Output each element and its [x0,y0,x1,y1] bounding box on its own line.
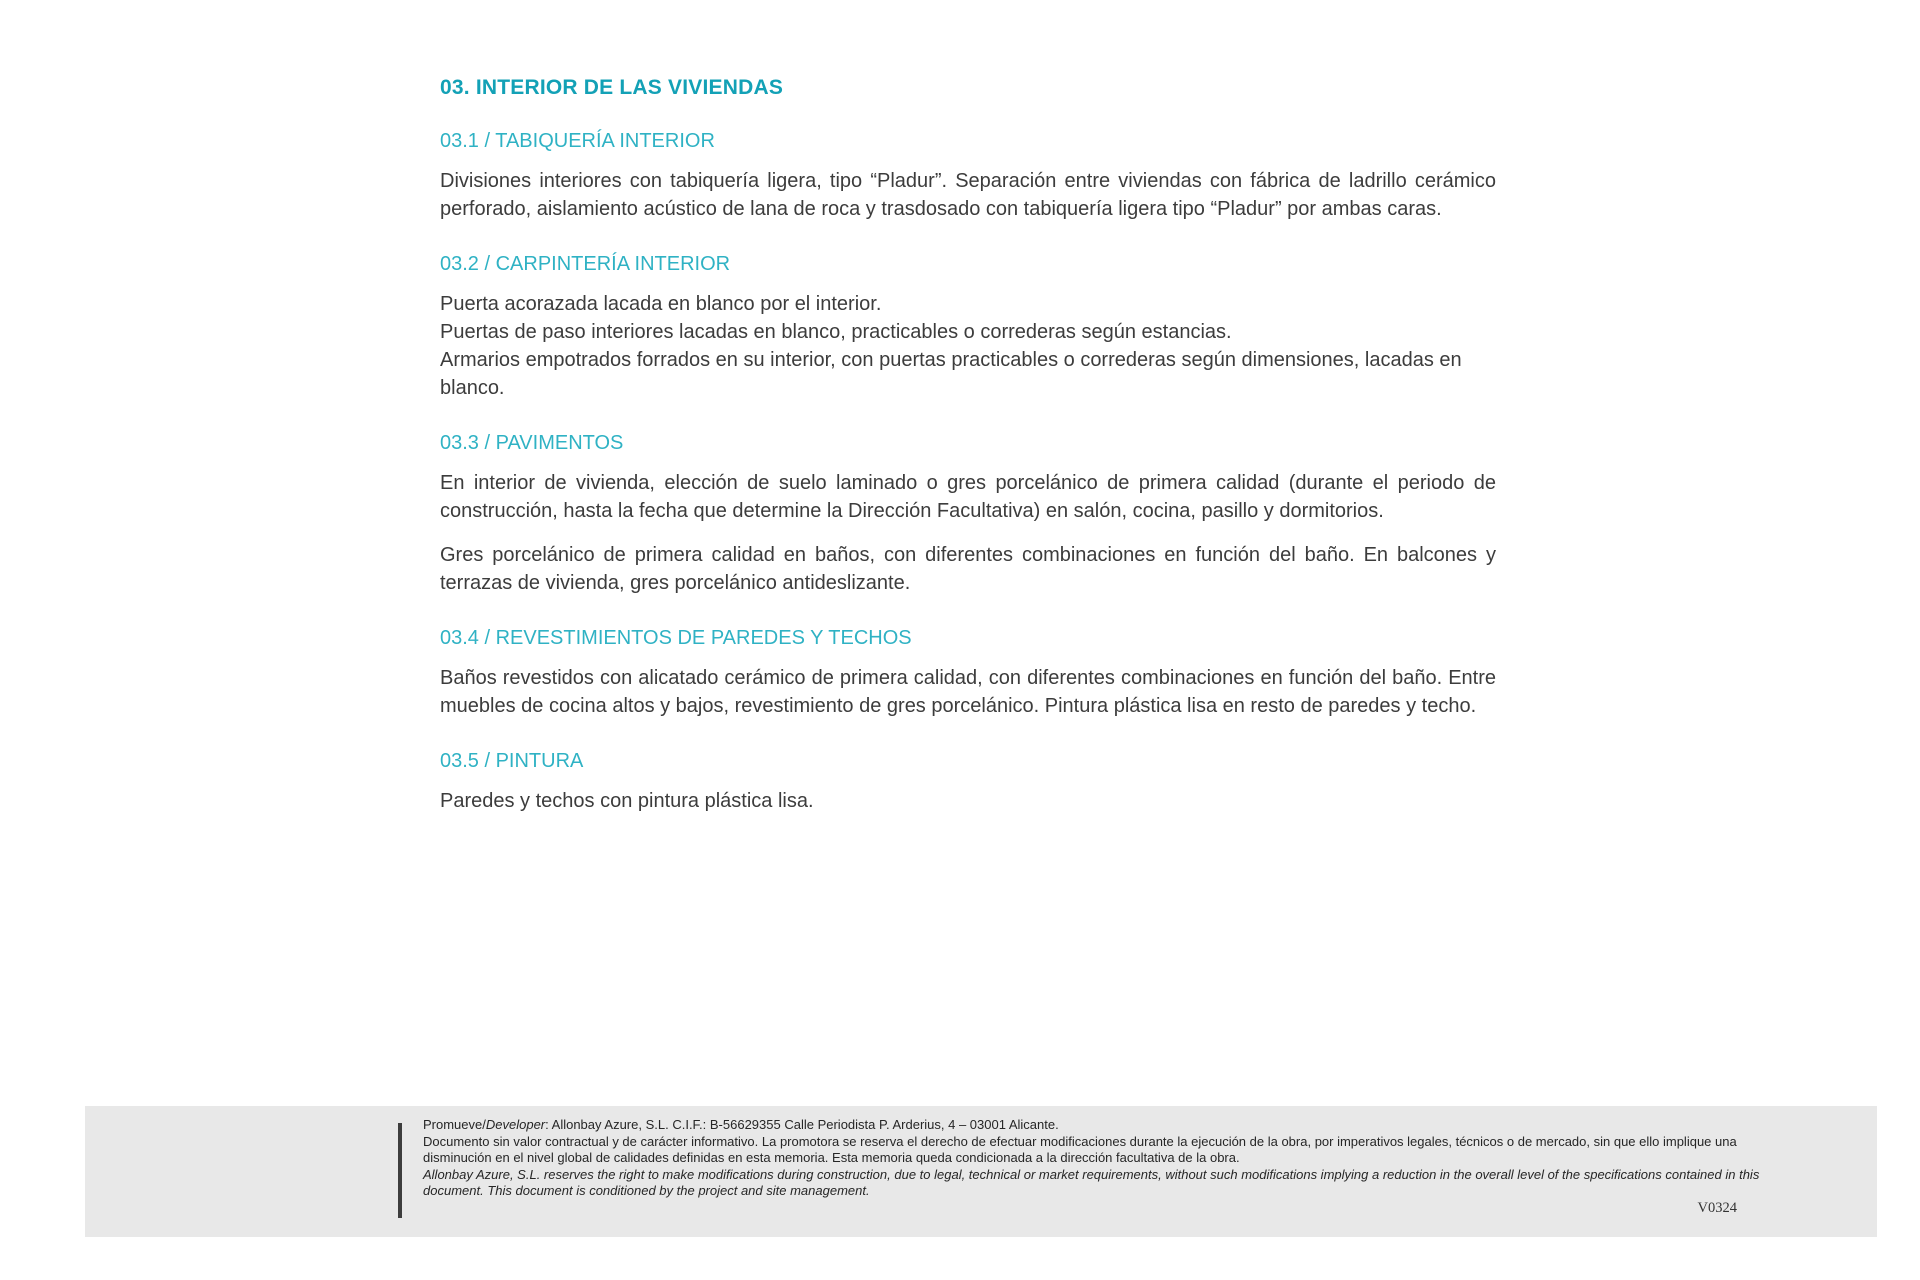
specifications-content [440,76,1496,815]
section-heading-revestimientos: 03.4 / REVESTIMIENTOS DE PAREDES Y TECHOS [440,627,912,649]
section-tabiqueria-interior [440,130,1496,223]
section-heading-pavimentos: 03.3 / PAVIMENTOS [440,432,624,454]
section-paragraph: Paredes y techos con pintura plástica lisa. [440,790,814,812]
section-paragraph: Gres porcelánico de primera calidad en baños, con diferentes combinaciones en función del baño. En balcones y terrazas de vivienda, gres porcelánico antideslizante. [440,544,1496,594]
section-paragraph: Baños revestidos con alicatado cerámico de primera calidad, con diferentes combinaciones en función del baño. Entre muebles de cocina altos y bajos, revestimiento de gres porcelánico. Pintura plástica lisa en resto de paredes y techo. [440,667,1496,717]
section-revestimientos [440,627,1496,720]
section-pavimentos [440,432,1496,597]
section-paragraph: En interior de vivienda, elección de suelo laminado o gres porcelánico de primera calidad (durante el periodo de construcción, hasta la fecha que determine la Dirección Facultativa) en salón, cocina, pasillo y dormitorios. [440,472,1496,522]
section-paragraph: Armarios empotrados forrados en su interior, con puertas practicables o correderas según dimensiones, lacadas en blanco. [440,349,1462,399]
footer-text-block [423,1117,1763,1200]
footer-disclaimer-spanish: Documento sin valor contractual y de carácter informativo. La promotora se reserva el derecho de efectuar modificaciones durante la ejecución de la obra, por imperativos legales, técnicos o de mercado, sin que ello implique una disminución en el nivel global de calidades definidas en esta memoria. Esta memoria queda condicionada a la dirección facultativa de la obra. [423,1133,1737,1165]
footer-promoter-line [423,1117,1763,1134]
footer-promoter-prefix: Promueve/ [423,1117,486,1132]
section-heading-carpinteria: 03.2 / CARPINTERÍA INTERIOR [440,253,731,275]
section-heading-tabiqueria: 03.1 / TABIQUERÍA INTERIOR [440,130,715,152]
version-code: V0324 [1697,1200,1737,1216]
footer-disclaimer-english: Allonbay Azure, S.L. reserves the right to make modifications during construction, due to legal, technical or market requirements, without such modifications implying a reduction in the overall level of the specifications contained in this document. This document is conditioned by the project and site management. [423,1166,1760,1198]
footer-divider-bar [398,1123,402,1218]
legal-footer [85,1106,1877,1237]
footer-developer-label: Developer [485,1117,546,1132]
section-heading-pintura: 03.5 / PINTURA [440,750,584,772]
section-pintura [440,750,1496,815]
page-title: 03. INTERIOR DE LAS VIVIENDAS [440,76,784,99]
section-paragraph: Puertas de paso interiores lacadas en blanco, practicables o correderas según estancias. [440,321,1232,343]
section-paragraph: Divisiones interiores con tabiquería ligera, tipo “Pladur”. Separación entre viviendas con fábrica de ladrillo cerámico perforado, aislamiento acústico de lana de roca y trasdosado con tabiquería ligera tipo “Pladur” por ambas caras. [440,170,1496,220]
section-paragraph: Puerta acorazada lacada en blanco por el interior. [440,293,882,315]
footer-promoter-rest: : Allonbay Azure, S.L. C.I.F.: B-56629355 Calle Periodista P. Arderius, 4 – 03001 Alicante. [545,1117,1059,1132]
section-carpinteria-interior [440,253,1496,402]
